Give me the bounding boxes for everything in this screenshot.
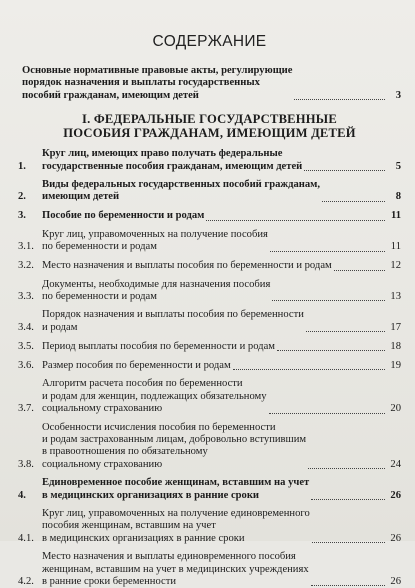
toc-entry-number: 3. — [18, 210, 26, 222]
toc-entry — [18, 179, 401, 204]
toc-page-number: 26 — [390, 532, 401, 544]
toc-page-number: 19 — [390, 359, 401, 371]
toc-entry — [18, 422, 401, 472]
page-title: СОДЕРЖАНИЕ — [152, 33, 267, 50]
section-heading: I. ФЕДЕРАЛЬНЫЕ ГОСУДАРСТВЕННЫЕ ПОСОБИЯ ГРАЖДАНАМ, ИМЕЮЩИМ ДЕТЕЙ — [63, 112, 356, 141]
leader-dots — [306, 321, 385, 332]
toc-page-number: 8 — [395, 191, 401, 203]
toc-entry — [18, 309, 401, 334]
toc-entry — [18, 340, 401, 353]
leader-dots — [304, 160, 385, 171]
toc-entry — [18, 279, 401, 304]
toc-entry — [18, 148, 401, 173]
toc-page-number: 12 — [390, 260, 401, 272]
toc-page-number: 11 — [390, 210, 401, 222]
toc-entry-text: Основные нормативные правовые акты, регулирующие порядок назначения и выплаты государственных пособий гражданам, имеющим детей — [22, 65, 293, 101]
toc-list — [18, 148, 401, 588]
toc-page-number: 3 — [395, 89, 401, 101]
leader-dots — [294, 89, 385, 100]
toc-entry-number: 4.1. — [18, 532, 34, 544]
toc-page-number: 13 — [390, 291, 401, 303]
toc-entry-text: Размер пособия по беременности и родам — [42, 359, 231, 371]
toc-entry-intro — [18, 65, 401, 102]
leader-dots — [311, 489, 385, 500]
toc-page-number: 11 — [390, 241, 401, 253]
toc-entry — [18, 359, 401, 372]
toc-entry — [18, 229, 401, 254]
leader-dots — [206, 210, 385, 221]
leader-dots — [272, 290, 385, 301]
toc-entry-text: Период выплаты пособия по беременности и родам — [42, 340, 275, 352]
toc-entry-text: Пособие по беременности и родам — [42, 210, 205, 222]
toc-page-number: 20 — [390, 403, 401, 415]
leader-dots — [311, 575, 385, 586]
toc-entry — [18, 260, 401, 273]
toc-entry — [18, 477, 401, 502]
toc-entry-text: Место назначения и выплаты пособия по беременности и родам — [42, 260, 332, 272]
toc-entry-text: Особенности исчисления пособия по беременности и родам застрахованным лицам, добровольно вступившим в правоотношения по обязательному социальному страхованию — [42, 421, 307, 470]
toc-entry-number: 4. — [18, 489, 26, 501]
toc-entry-number: 3.5. — [18, 340, 34, 352]
toc-entry-text: Место назначения и выплаты единовременного пособия женщинам, вставшим на учет в медицинских учреждениях в ранние сроки беременности — [42, 551, 309, 587]
toc-entry-number: 2. — [18, 191, 26, 203]
toc-page-number: 18 — [390, 340, 401, 352]
toc-entry-number: 4.2. — [18, 575, 34, 587]
toc-page-number: 5 — [395, 160, 401, 172]
toc-entry-text: Круг лиц, управомоченных на получение пособия по беременности и родам — [42, 228, 268, 253]
leader-dots — [233, 359, 385, 370]
toc-entry-text: Документы, необходимые для назначения пособия по беременности и родам — [42, 278, 271, 303]
toc-entry-number: 3.2. — [18, 260, 34, 272]
toc-page-number: 24 — [390, 458, 401, 470]
toc-page-number: 26 — [390, 489, 401, 501]
toc-page-number: 17 — [390, 321, 401, 333]
toc-entry-text: Единовременное пособие женщинам, вставшим на учет в медицинских организациях в ранние сроки — [42, 477, 310, 501]
toc-entry — [18, 508, 401, 545]
leader-dots — [269, 403, 385, 414]
toc-entry — [18, 378, 401, 415]
leader-dots — [270, 241, 385, 252]
toc-entry-number: 3.3. — [18, 291, 34, 303]
toc-entry-number: 3.8. — [18, 458, 34, 470]
toc-page-number: 26 — [390, 575, 401, 587]
toc-entry-text: Виды федеральных государственных пособий гражданам, имеющим детей — [42, 179, 321, 203]
toc-entry-number: 1. — [18, 160, 26, 172]
leader-dots — [308, 458, 385, 469]
toc-entry-number: 3.1. — [18, 241, 34, 253]
toc-entry-number: 3.4. — [18, 321, 34, 333]
leader-dots — [277, 340, 385, 351]
toc-entry — [18, 551, 401, 588]
toc-entry — [18, 210, 401, 223]
leader-dots — [312, 532, 385, 543]
leader-dots — [334, 260, 385, 271]
toc-entry-text: Круг лиц, имеющих право получать федеральные государственные пособия гражданам, имеющим детей — [42, 148, 303, 172]
toc-entry-text: Порядок назначения и выплаты пособия по беременности и родам — [42, 309, 304, 333]
toc-entry-text: Алгоритм расчета пособия по беременности и родам для женщин, подлежащих обязательному социальному страхованию — [42, 378, 267, 415]
toc-entry-text: Круг лиц, управомоченных на получение единовременного пособия женщинам, вставшим на учет в медицинских организациях в ранние сроки — [42, 507, 310, 544]
toc-entry-number: 3.7. — [18, 403, 34, 415]
toc-entry-number: 3.6. — [18, 359, 34, 371]
leader-dots — [322, 191, 385, 202]
